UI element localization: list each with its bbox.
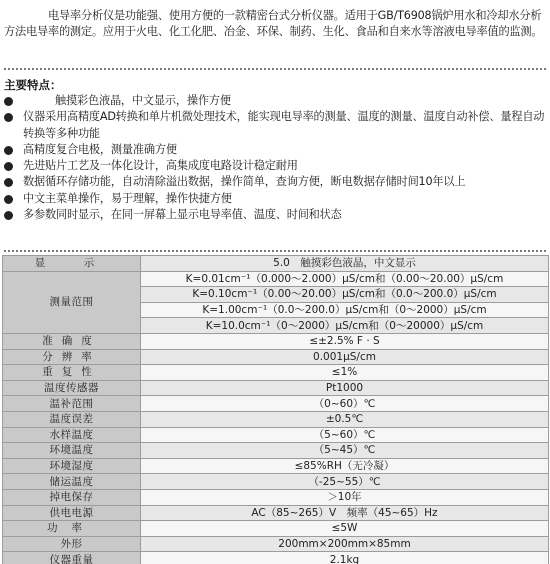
features-title: 主要特点： [4, 78, 62, 92]
spec-row [3, 396, 549, 412]
bullet-icon [4, 195, 13, 204]
intro-paragraph: 电导率分析仪是功能强、使用方便的一款精密台式分析仪器。适用于GB/T6908锅炉用水和冷却水分析方法电导率的测定。应用于火电、化工化肥、冶金、环保、制药、生化、食品和自来水等溶液电导率值的监测。 [4, 9, 543, 38]
spec-label: 分辨率 [3, 349, 141, 365]
spec-value: K=1.00cm⁻¹（0.0～200.0）μS/cm和（0～2000）μS/cm [141, 302, 549, 318]
feature-item [4, 158, 548, 174]
spec-value: （0~60）℃ [141, 396, 549, 412]
bullet-icon [4, 113, 13, 122]
dotted-divider [4, 250, 546, 252]
spec-label: 重复性 [3, 365, 141, 381]
spec-value: ≤5W [141, 521, 549, 537]
spec-row [3, 552, 549, 564]
spec-label: 功率 [3, 521, 141, 537]
bullet-icon [4, 178, 13, 187]
feature-text: 触摸彩色液晶，中文显示，操作方便 [55, 94, 231, 107]
spec-value: Pt1000 [141, 380, 549, 396]
spec-value: （-25~55）℃ [141, 474, 549, 490]
feature-text: 中文主菜单操作，易于理解，操作快捷方便 [23, 191, 232, 205]
spec-row [3, 505, 549, 521]
spec-value: 2.1kg [141, 552, 549, 564]
spec-label: 环境湿度 [3, 458, 141, 474]
feature-text: 多参数同时显示，在同一屏幕上显示电导率值、温度、时间和状态 [23, 208, 342, 222]
spec-value: ≤85%RH（无冷凝） [141, 458, 549, 474]
spec-label: 环境温度 [3, 443, 141, 459]
spec-label: 供电电源 [3, 505, 141, 521]
spec-label: 温度误差 [3, 411, 141, 427]
spec-value: 0.001μS/cm [141, 349, 549, 365]
spec-row [3, 380, 549, 396]
spec-value: K=0.01cm⁻¹（0.000～2.000）μS/cm和（0.00～20.00）μS/cm [141, 271, 549, 287]
feature-text: 数据循环存储功能，自动清除溢出数据，操作简单，查询方便，断电数据存储时间10年以上 [23, 175, 466, 189]
spec-value: ≤±2.5% F · S [141, 333, 549, 349]
spec-label: 掉电保存 [3, 489, 141, 505]
spec-row [3, 271, 549, 287]
spec-value: ＞10年 [141, 489, 549, 505]
spec-row [3, 427, 549, 443]
spec-label: 准确度 [3, 333, 141, 349]
spec-row [3, 521, 549, 537]
spec-label: 测量范围 [3, 271, 141, 333]
spec-value: 200mm×200mm×85mm [141, 536, 549, 552]
spec-label: 温补范围 [3, 396, 141, 412]
features-list [4, 93, 548, 223]
feature-item [4, 207, 548, 223]
spec-value: AC（85~265）V 频率（45~65）Hz [141, 505, 549, 521]
spec-label: 储运温度 [3, 474, 141, 490]
bullet-icon [4, 146, 13, 155]
spec-row [3, 349, 549, 365]
spec-value: （5~60）℃ [141, 427, 549, 443]
spec-value: （5~45）℃ [141, 443, 549, 459]
feature-text: 先进贴片工艺及一体化设计，高集成度电路设计稳定耐用 [23, 159, 298, 173]
feature-text: 仪器采用高精度AD转换和单片机微处理技术，能实现电导率的测量、温度的测量、温度自动补偿、量程自动转换等多种功能 [23, 110, 545, 140]
feature-item [4, 191, 548, 207]
spec-row [3, 489, 549, 505]
bullet-icon [4, 211, 13, 220]
spec-label: 仪器重量 [3, 552, 141, 564]
spec-value: ≤1% [141, 365, 549, 381]
feature-item [4, 93, 548, 109]
spec-row [3, 411, 549, 427]
bullet-icon [4, 97, 13, 106]
feature-item [4, 109, 548, 142]
spec-value: K=10.0cm⁻¹（0～2000）μS/cm和（0～20000）μS/cm [141, 318, 549, 334]
feature-item [4, 142, 548, 158]
spec-label: 外形 [3, 536, 141, 552]
spec-label: 温度传感器 [3, 380, 141, 396]
spec-label: 显 示 [3, 256, 141, 272]
spec-row [3, 333, 549, 349]
spec-row [3, 365, 549, 381]
spec-table [2, 255, 549, 564]
spec-value: ±0.5℃ [141, 411, 549, 427]
dotted-divider [4, 68, 546, 70]
spec-row [3, 256, 549, 272]
spec-row [3, 458, 549, 474]
spec-row [3, 474, 549, 490]
spec-value: K=0.10cm⁻¹（0.00～20.00）μS/cm和（0.0～200.0）μS/cm [141, 287, 549, 303]
feature-item [4, 174, 548, 190]
spec-row [3, 536, 549, 552]
feature-text: 高精度复合电极，测量准确方便 [23, 142, 177, 156]
spec-row [3, 443, 549, 459]
bullet-icon [4, 162, 13, 171]
spec-label: 水样温度 [3, 427, 141, 443]
spec-value: 5.0 触摸彩色液晶，中文显示 [141, 256, 549, 272]
